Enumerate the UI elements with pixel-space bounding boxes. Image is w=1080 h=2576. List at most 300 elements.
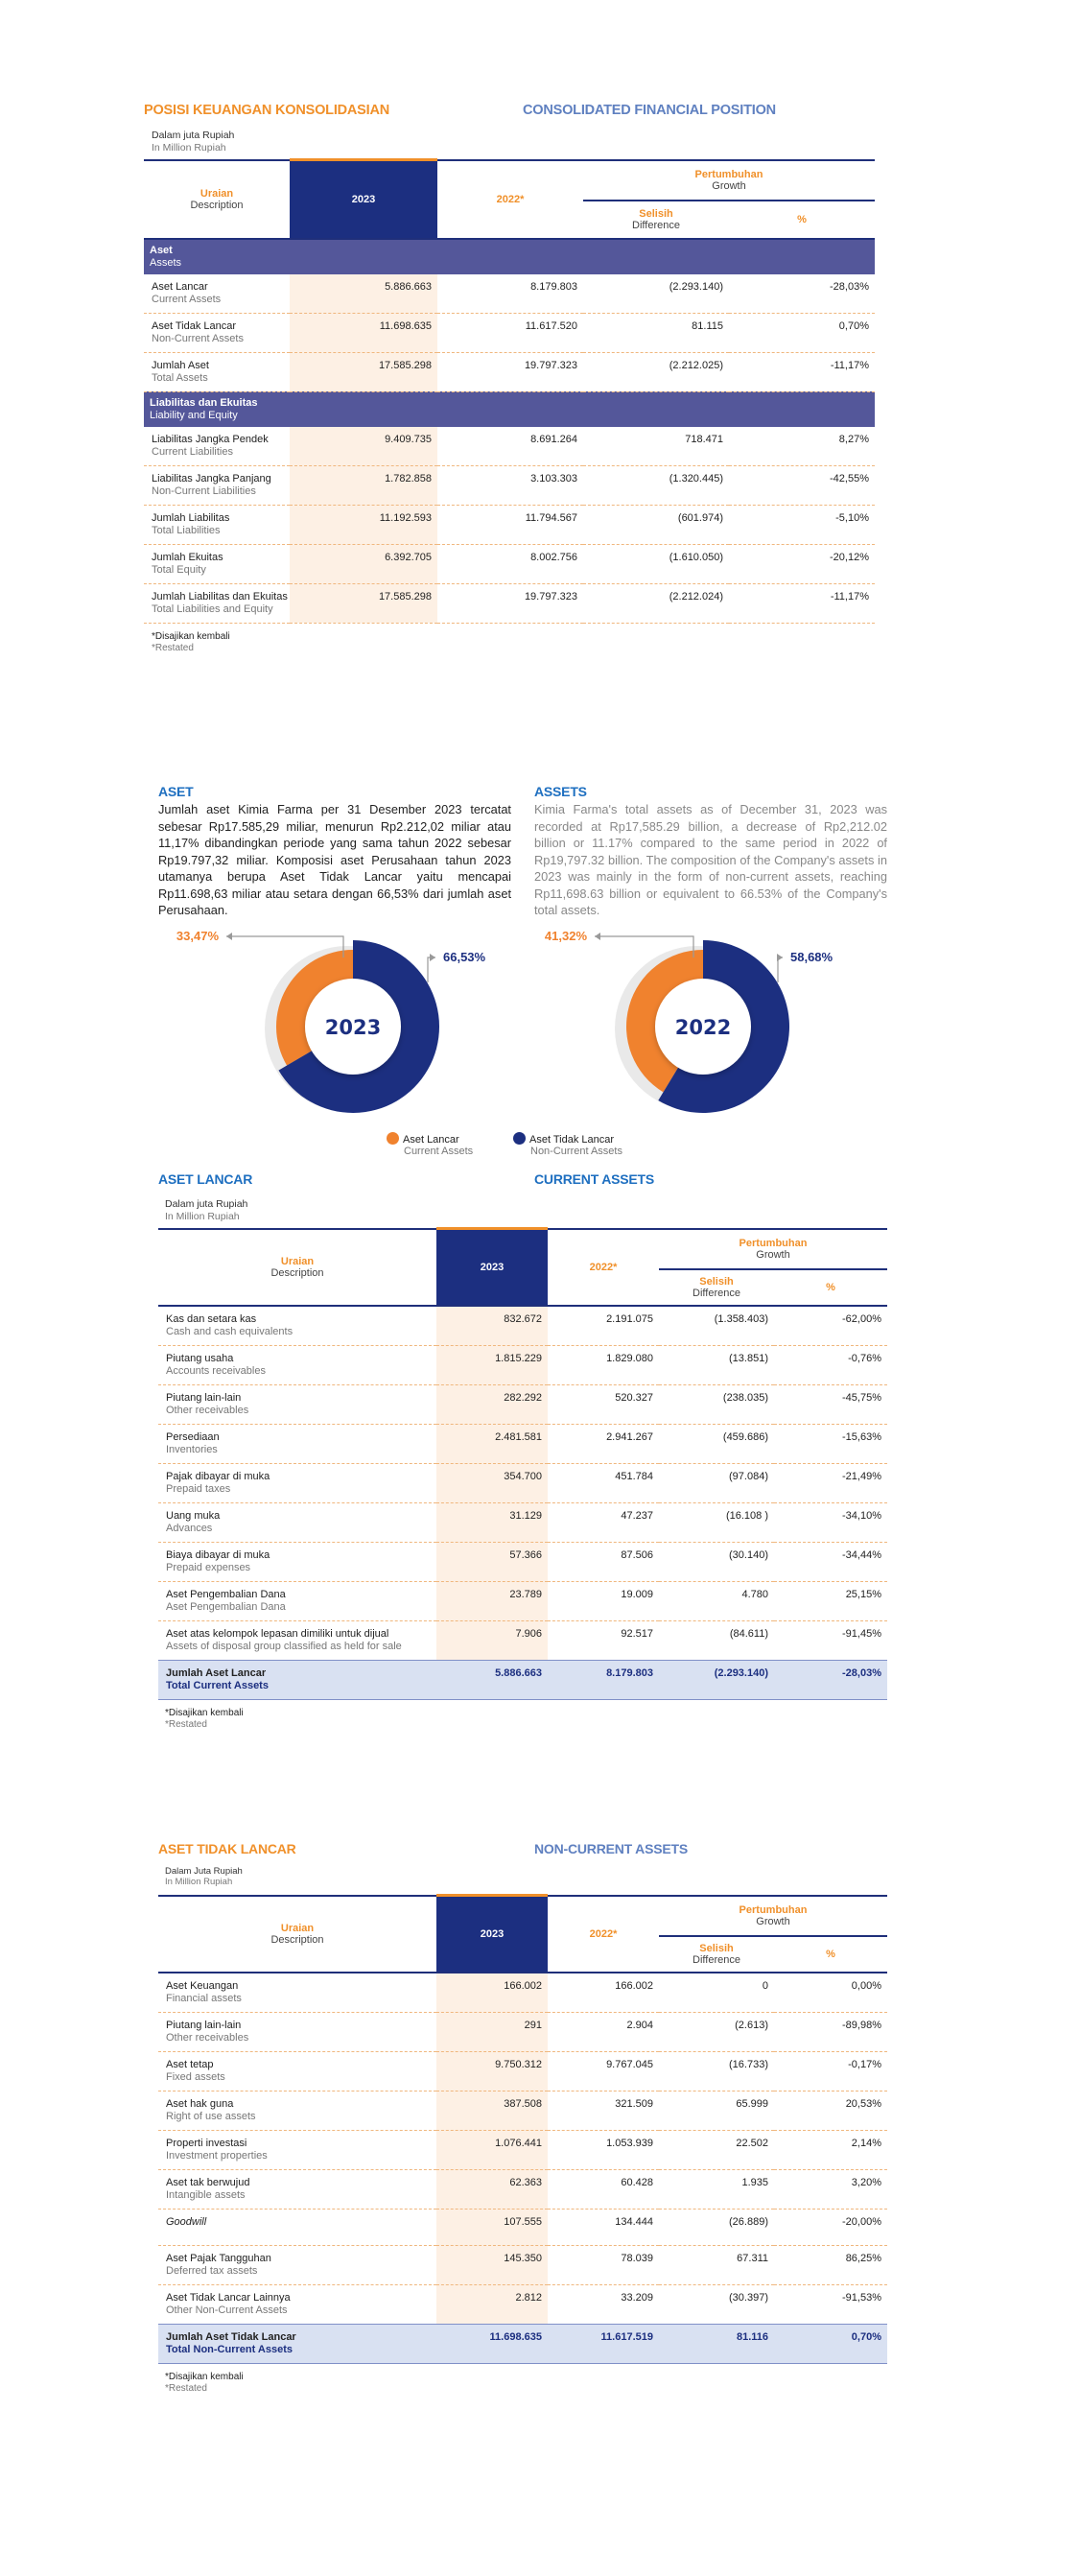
table-row — [158, 2284, 887, 2324]
pos-title-id: POSISI KEUANGAN KONSOLIDASIAN — [144, 103, 390, 118]
value-2022: 19.797.323 — [437, 352, 583, 391]
header-growth-id: Pertumbuhan — [739, 1237, 808, 1249]
value-percent: -45,75% — [774, 1384, 887, 1424]
value-percent: -11,17% — [729, 352, 875, 391]
row-description — [158, 1502, 436, 1542]
pos-unit-en: In Million Rupiah — [152, 142, 226, 154]
band-liabilities — [144, 391, 875, 427]
value-percent: -42,55% — [729, 465, 875, 505]
header-2023: 2023 — [436, 1229, 548, 1306]
row-label-en: Total Current Assets — [166, 1679, 269, 1691]
row-label-id: Jumlah Aset Lancar — [166, 1666, 267, 1679]
row-label-id: Aset hak guna — [166, 2097, 234, 2110]
row-description — [158, 1306, 436, 1346]
table-row — [158, 1502, 887, 1542]
row-label-en: Intangible assets — [166, 2188, 246, 2201]
value-percent: -62,00% — [774, 1306, 887, 1346]
value-difference: (13.851) — [659, 1345, 774, 1384]
header-desc-en: Description — [270, 1266, 324, 1279]
value-2023: 354.700 — [436, 1463, 548, 1502]
value-difference: (601.974) — [583, 505, 729, 544]
row-label-id: Liabilitas Jangka Panjang — [152, 472, 271, 484]
donut-label-noncurrent: 66,53% — [443, 950, 486, 964]
value-2022: 8.002.756 — [437, 544, 583, 583]
row-label-id: Piutang usaha — [166, 1352, 234, 1364]
value-percent: -28,03% — [729, 274, 875, 314]
row-label-id: Liabilitas Jangka Pendek — [152, 433, 269, 445]
band-liab-id: Liabilitas dan Ekuitas — [150, 396, 258, 409]
current-title-id: ASET LANCAR — [158, 1171, 253, 1187]
row-label-en: Accounts receivables — [166, 1364, 266, 1377]
value-2023: 23.789 — [436, 1581, 548, 1620]
noncurrent-unit — [165, 1866, 243, 1887]
assets-paragraph-en: Kimia Farma's total assets as of December 31, 2023 was recorded at Rp17,585.29 billion, a decrease of Rp2,212.02 billion or 11.17% compared to the same period in 2022 of Rp19,797.32 billion. The composition of the Company's assets in 2023 was mainly in the form of non-current assets, reaching Rp11,698.63 billion or equivalent to 66.53% of the Company's total assets. — [534, 802, 887, 917]
value-percent: -91,53% — [774, 2284, 887, 2324]
value-difference: (2.212.024) — [583, 583, 729, 623]
row-description — [144, 352, 290, 391]
header-percent: % — [774, 1269, 887, 1306]
current-unit-en: In Million Rupiah — [165, 1211, 240, 1222]
pos-title-en: CONSOLIDATED FINANCIAL POSITION — [523, 103, 776, 118]
noncurrent-assets-table — [158, 1894, 887, 2364]
value-difference: (16.733) — [659, 2051, 774, 2091]
table-row — [158, 1345, 887, 1384]
legend-noncurrent-id: Aset Tidak Lancar — [529, 1134, 615, 1146]
header-description — [158, 1229, 436, 1306]
value-percent: -0,17% — [774, 2051, 887, 2091]
value-2022: 87.506 — [548, 1542, 659, 1581]
row-description — [144, 505, 290, 544]
value-difference: (26.889) — [659, 2209, 774, 2245]
value-percent: -15,63% — [774, 1424, 887, 1463]
row-label-id: Persediaan — [166, 1430, 220, 1443]
value-difference: (30.397) — [659, 2284, 774, 2324]
legend-current-id: Aset Lancar — [403, 1134, 459, 1146]
row-label-en: Financial assets — [166, 1992, 242, 2004]
header-desc-en: Description — [270, 1933, 324, 1946]
donut-callout-arrow — [595, 933, 600, 940]
value-2022: 78.039 — [548, 2245, 659, 2284]
row-label-id: Properti investasi — [166, 2137, 247, 2149]
table-row — [144, 544, 875, 583]
current-unit — [165, 1198, 247, 1223]
donut-callout-arrow — [430, 954, 435, 961]
value-2022: 8.691.264 — [437, 427, 583, 466]
value-percent: -89,98% — [774, 2012, 887, 2051]
row-description — [158, 1973, 436, 2013]
value-2023: 57.366 — [436, 1542, 548, 1581]
current-note — [165, 1708, 244, 1731]
row-label-en: Assets of disposal group classified as held for sale — [166, 1640, 402, 1652]
value-2022: 166.002 — [548, 1973, 659, 2013]
value-2023: 145.350 — [436, 2245, 548, 2284]
row-label-id: Jumlah Aset Tidak Lancar — [166, 2330, 296, 2343]
legend-dot-noncurrent — [513, 1132, 526, 1145]
noncurrent-unit-en: In Million Rupiah — [165, 1877, 233, 1887]
table-row — [158, 2012, 887, 2051]
header-diff-en: Difference — [632, 219, 680, 231]
row-label-id: Jumlah Liabilitas dan Ekuitas — [152, 590, 288, 603]
row-description — [158, 2169, 436, 2209]
value-2022: 3.103.303 — [437, 465, 583, 505]
value-2023: 31.129 — [436, 1502, 548, 1542]
value-2022: 11.617.519 — [548, 2324, 659, 2363]
header-2023: 2023 — [436, 1896, 548, 1973]
row-description — [144, 544, 290, 583]
row-description — [144, 274, 290, 314]
value-2023: 1.076.441 — [436, 2130, 548, 2169]
table-row — [158, 2169, 887, 2209]
row-description — [144, 313, 290, 352]
value-difference: (2.613) — [659, 2012, 774, 2051]
table-row — [144, 505, 875, 544]
header-difference — [583, 201, 729, 239]
donut-year-label: 2023 — [324, 1016, 382, 1039]
value-2023: 1.782.858 — [290, 465, 437, 505]
donut-year-label: 2022 — [674, 1016, 732, 1039]
table-row — [144, 313, 875, 352]
row-label-id: Aset atas kelompok lepasan dimiliki untuk dijual — [166, 1627, 389, 1640]
donut-label-current: 33,47% — [176, 929, 219, 943]
table-row — [144, 465, 875, 505]
value-2022: 2.191.075 — [548, 1306, 659, 1346]
header-desc-id: Uraian — [280, 1255, 315, 1267]
value-percent: -5,10% — [729, 505, 875, 544]
value-2023: 387.508 — [436, 2091, 548, 2130]
header-growth — [583, 160, 875, 201]
header-diff-en: Difference — [693, 1287, 740, 1299]
legend-current-en: Current Assets — [404, 1146, 474, 1157]
row-label-id: Piutang lain-lain — [166, 2019, 242, 2031]
row-label-en: Cash and cash equivalents — [166, 1325, 293, 1337]
pos-note-en: *Restated — [152, 643, 194, 653]
legend-noncurrent-en: Non-Current Assets — [530, 1146, 622, 1157]
assets-title-en: ASSETS — [534, 784, 587, 799]
value-2023: 5.886.663 — [290, 274, 437, 314]
value-percent: 0,70% — [774, 2324, 887, 2363]
value-2023: 11.698.635 — [436, 2324, 548, 2363]
noncurrent-title-en: NON-CURRENT ASSETS — [534, 1841, 688, 1856]
row-description — [158, 1463, 436, 1502]
noncurrent-title-id: ASET TIDAK LANCAR — [158, 1841, 296, 1856]
header-2022: 2022* — [548, 1896, 659, 1973]
row-label-id: Aset Keuangan — [166, 1979, 239, 1992]
header-growth — [659, 1896, 887, 1936]
row-label-en: Non-Current Liabilities — [152, 484, 256, 497]
value-2022: 33.209 — [548, 2284, 659, 2324]
row-description — [158, 1424, 436, 1463]
table-row — [158, 1581, 887, 1620]
row-description — [144, 465, 290, 505]
value-difference: 22.502 — [659, 2130, 774, 2169]
table-row — [158, 1973, 887, 2013]
value-difference: (1.610.050) — [583, 544, 729, 583]
band-liab-en: Liability and Equity — [150, 409, 238, 421]
value-percent: -91,45% — [774, 1620, 887, 1660]
value-percent: -20,00% — [774, 2209, 887, 2245]
value-percent: 0,00% — [774, 1973, 887, 2013]
row-label-en: Prepaid taxes — [166, 1482, 231, 1495]
value-2022: 1.053.939 — [548, 2130, 659, 2169]
row-label-id: Aset Tidak Lancar Lainnya — [166, 2291, 291, 2304]
value-2022: 520.327 — [548, 1384, 659, 1424]
table-total-row — [158, 1660, 887, 1699]
table-row — [158, 1542, 887, 1581]
noncurrent-note — [165, 2372, 244, 2395]
value-2023: 17.585.298 — [290, 583, 437, 623]
row-label-en: Total Non-Current Assets — [166, 2343, 293, 2355]
header-difference — [659, 1269, 774, 1306]
value-difference: (97.084) — [659, 1463, 774, 1502]
header-growth-id: Pertumbuhan — [739, 1903, 808, 1916]
value-difference: (2.293.140) — [659, 1660, 774, 1699]
header-diff-id: Selisih — [639, 207, 673, 220]
row-label-id: Aset Tidak Lancar — [152, 319, 237, 332]
row-label-en: Deferred tax assets — [166, 2264, 258, 2277]
header-diff-id: Selisih — [699, 1942, 734, 1954]
pos-note-id: *Disajikan kembali — [152, 631, 230, 642]
value-2023: 11.192.593 — [290, 505, 437, 544]
value-2022: 11.617.520 — [437, 313, 583, 352]
row-label-en: Fixed assets — [166, 2070, 225, 2083]
header-growth-en: Growth — [756, 1248, 790, 1261]
row-label-en: Prepaid expenses — [166, 1561, 251, 1573]
value-difference: (2.212.025) — [583, 352, 729, 391]
current-assets-table — [158, 1227, 887, 1700]
value-percent: -21,49% — [774, 1463, 887, 1502]
row-label-en: Current Liabilities — [152, 445, 233, 458]
row-description — [158, 2012, 436, 2051]
value-percent: 3,20% — [774, 2169, 887, 2209]
row-description — [158, 2284, 436, 2324]
row-label-en: Total Equity — [152, 563, 206, 576]
value-2023: 107.555 — [436, 2209, 548, 2245]
value-2023: 7.906 — [436, 1620, 548, 1660]
noncurrent-note-id: *Disajikan kembali — [165, 2372, 244, 2382]
band-assets-id: Aset — [150, 244, 173, 256]
table-row — [144, 427, 875, 466]
row-description — [158, 1620, 436, 1660]
value-percent: -28,03% — [774, 1660, 887, 1699]
value-2022: 8.179.803 — [548, 1660, 659, 1699]
value-2023: 62.363 — [436, 2169, 548, 2209]
row-description — [158, 1660, 436, 1699]
row-label-en: Total Liabilities and Equity — [152, 603, 273, 615]
value-difference: 65.999 — [659, 2091, 774, 2130]
table-row — [144, 274, 875, 314]
legend-dot-current — [387, 1132, 399, 1145]
header-description — [144, 160, 290, 239]
value-2022: 19.009 — [548, 1581, 659, 1620]
header-percent: % — [729, 201, 875, 239]
value-2022: 92.517 — [548, 1620, 659, 1660]
row-label-en: Total Liabilities — [152, 524, 221, 536]
row-description — [158, 2051, 436, 2091]
value-2022: 9.767.045 — [548, 2051, 659, 2091]
header-growth-en: Growth — [756, 1915, 790, 1927]
table-total-row — [158, 2324, 887, 2363]
legend-current-assets — [387, 1132, 473, 1157]
financial-position-table — [144, 158, 875, 624]
header-growth — [659, 1229, 887, 1269]
row-label-id: Uang muka — [166, 1509, 221, 1522]
value-percent: -11,17% — [729, 583, 875, 623]
row-label-en: Current Assets — [152, 293, 222, 305]
table-row — [144, 583, 875, 623]
header-2022: 2022* — [548, 1229, 659, 1306]
row-label-id: Jumlah Aset — [152, 359, 209, 371]
asset-composition-donut-charts — [0, 911, 1080, 1142]
value-percent: 25,15% — [774, 1581, 887, 1620]
value-difference: 4.780 — [659, 1581, 774, 1620]
row-description — [158, 1581, 436, 1620]
donut-callout-arrow — [777, 954, 783, 961]
current-note-id: *Disajikan kembali — [165, 1708, 244, 1718]
band-assets-en: Assets — [150, 256, 182, 269]
value-percent: 86,25% — [774, 2245, 887, 2284]
value-difference: 718.471 — [583, 427, 729, 466]
header-desc-id: Uraian — [280, 1922, 315, 1934]
value-percent: -34,10% — [774, 1502, 887, 1542]
row-description — [144, 583, 290, 623]
value-percent: 0,70% — [729, 313, 875, 352]
legend-noncurrent-assets — [513, 1132, 622, 1157]
value-2023: 291 — [436, 2012, 548, 2051]
value-2022: 1.829.080 — [548, 1345, 659, 1384]
table-row — [158, 2209, 887, 2245]
row-label-en: Other Non-Current Assets — [166, 2304, 288, 2316]
band-assets — [144, 239, 875, 274]
header-growth-id: Pertumbuhan — [694, 168, 763, 180]
value-2022: 11.794.567 — [437, 505, 583, 544]
row-label-en: Other receivables — [166, 2031, 249, 2044]
value-2022: 2.941.267 — [548, 1424, 659, 1463]
table-row — [158, 1306, 887, 1346]
value-difference: 1.935 — [659, 2169, 774, 2209]
value-2023: 9.409.735 — [290, 427, 437, 466]
header-desc-en: Description — [190, 199, 244, 211]
value-difference: 0 — [659, 1973, 774, 2013]
header-difference — [659, 1936, 774, 1973]
row-label-en: Total Assets — [152, 371, 208, 384]
value-percent: 2,14% — [774, 2130, 887, 2169]
value-difference: (2.293.140) — [583, 274, 729, 314]
donut-callout-line — [778, 957, 783, 982]
value-difference: (84.611) — [659, 1620, 774, 1660]
header-percent: % — [774, 1936, 887, 1973]
table-row — [144, 352, 875, 391]
value-difference: (238.035) — [659, 1384, 774, 1424]
row-description — [158, 2209, 436, 2245]
row-description — [158, 1384, 436, 1424]
table-row — [158, 1384, 887, 1424]
row-description — [158, 2324, 436, 2363]
header-desc-id: Uraian — [200, 187, 234, 200]
row-label-en: Other receivables — [166, 1404, 249, 1416]
pos-note — [152, 631, 230, 654]
row-label-en: Inventories — [166, 1443, 218, 1455]
assets-paragraph-id: Jumlah aset Kimia Farma per 31 Desember 2023 tercatat sebesar Rp17.585,29 miliar, menurun Rp2.212,02 miliar atau 11,17% dibandingkan periode yang sama tahun 2022 sebesar Rp19.797,32 miliar. Komposisi aset Perusahaan tahun 2023 utamanya berupa Aset Tidak Lancar yaitu mencapai Rp11.698,63 miliar atau setara dengan 66,53% dari jumlah aset Perusahaan. — [158, 802, 511, 917]
value-2022: 2.904 — [548, 2012, 659, 2051]
value-2023: 6.392.705 — [290, 544, 437, 583]
donut-label-noncurrent: 58,68% — [790, 950, 833, 964]
row-label-id: Aset Pengembalian Dana — [166, 1588, 286, 1600]
value-percent: -20,12% — [729, 544, 875, 583]
value-difference: 67.311 — [659, 2245, 774, 2284]
donut-callout-line — [428, 957, 435, 982]
value-percent: -0,76% — [774, 1345, 887, 1384]
value-2023: 9.750.312 — [436, 2051, 548, 2091]
pos-unit — [152, 130, 234, 154]
value-2022: 47.237 — [548, 1502, 659, 1542]
value-2023: 282.292 — [436, 1384, 548, 1424]
table-row — [158, 1424, 887, 1463]
table-row — [158, 2091, 887, 2130]
value-difference: (1.320.445) — [583, 465, 729, 505]
value-difference: (459.686) — [659, 1424, 774, 1463]
value-difference: (16.108 ) — [659, 1502, 774, 1542]
row-label-en: Non-Current Assets — [152, 332, 244, 344]
row-description — [144, 427, 290, 466]
table-row — [158, 1463, 887, 1502]
row-label-en: Advances — [166, 1522, 213, 1534]
row-description — [158, 1542, 436, 1581]
value-percent: -34,44% — [774, 1542, 887, 1581]
table-row — [158, 1620, 887, 1660]
value-2023: 832.672 — [436, 1306, 548, 1346]
current-unit-id: Dalam juta Rupiah — [165, 1198, 248, 1210]
row-label-id: Goodwill — [166, 2215, 207, 2228]
row-label-id: Pajak dibayar di muka — [166, 1470, 270, 1482]
row-description — [158, 2091, 436, 2130]
row-label-en: Aset Pengembalian Dana — [166, 1600, 286, 1613]
value-2023: 11.698.635 — [290, 313, 437, 352]
value-2023: 2.812 — [436, 2284, 548, 2324]
value-2022: 451.784 — [548, 1463, 659, 1502]
value-difference: 81.116 — [659, 2324, 774, 2363]
noncurrent-note-en: *Restated — [165, 2383, 207, 2394]
value-2022: 8.179.803 — [437, 274, 583, 314]
value-2023: 2.481.581 — [436, 1424, 548, 1463]
row-label-id: Aset Pajak Tangguhan — [166, 2252, 271, 2264]
header-growth-en: Growth — [712, 179, 746, 192]
current-note-en: *Restated — [165, 1719, 207, 1730]
row-description — [158, 2130, 436, 2169]
row-label-id: Jumlah Ekuitas — [152, 551, 223, 563]
value-2022: 19.797.323 — [437, 583, 583, 623]
assets-title-id: ASET — [158, 784, 194, 799]
row-label-id: Aset Lancar — [152, 280, 208, 293]
row-label-id: Biaya dibayar di muka — [166, 1548, 270, 1561]
value-difference: 81.115 — [583, 313, 729, 352]
row-label-id: Jumlah Liabilitas — [152, 511, 230, 524]
noncurrent-unit-id: Dalam Juta Rupiah — [165, 1866, 243, 1877]
row-description — [158, 1345, 436, 1384]
value-2023: 17.585.298 — [290, 352, 437, 391]
current-title-en: CURRENT ASSETS — [534, 1171, 655, 1187]
donut-callout-arrow — [226, 933, 232, 940]
row-label-id: Piutang lain-lain — [166, 1391, 242, 1404]
header-diff-id: Selisih — [699, 1275, 734, 1288]
header-2022: 2022* — [437, 160, 583, 239]
value-difference: (1.358.403) — [659, 1306, 774, 1346]
header-2023: 2023 — [290, 160, 437, 239]
row-label-en: Investment properties — [166, 2149, 268, 2162]
pos-unit-id: Dalam juta Rupiah — [152, 130, 235, 141]
value-2023: 5.886.663 — [436, 1660, 548, 1699]
donut-label-current: 41,32% — [544, 929, 587, 943]
table-row — [158, 2051, 887, 2091]
